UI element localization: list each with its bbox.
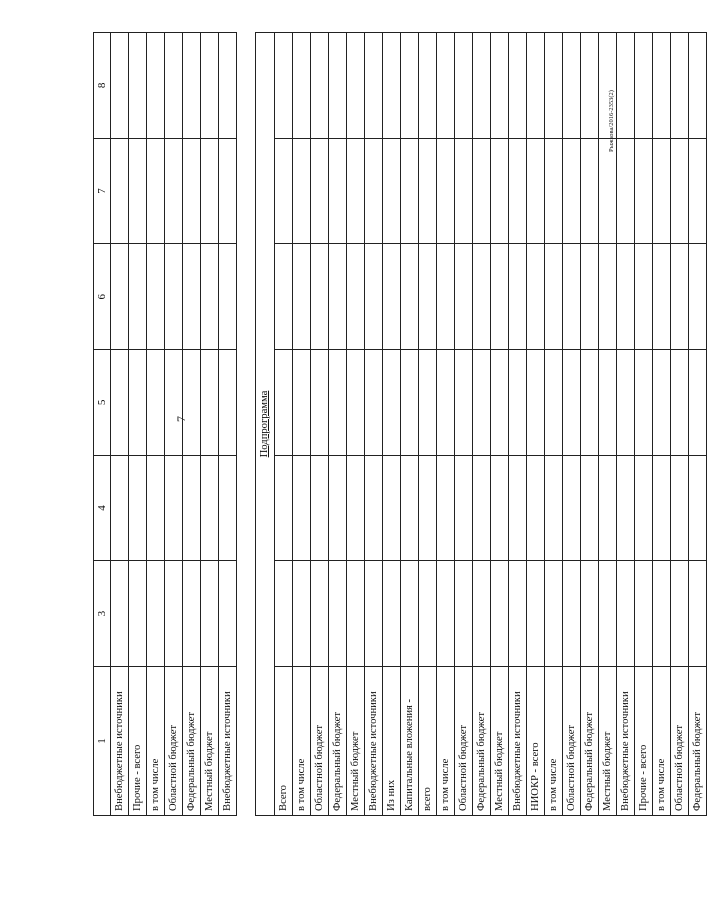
row-label: Областной бюджет [165,667,183,816]
table-cell [671,350,689,456]
table-cell [509,33,527,139]
table-cell [581,138,599,244]
table-cell [165,455,183,561]
table-cell [201,244,219,350]
table-cell [329,33,347,139]
table-cell [329,561,347,667]
table-cell [201,455,219,561]
table-gap-row [237,33,256,816]
table-cell [473,350,491,456]
table-row [689,33,707,816]
table-cell [111,561,129,667]
table-row [581,33,599,816]
table-cell [437,33,455,139]
table-cell [437,138,455,244]
table-cell [653,138,671,244]
column-header: 3 [94,561,111,667]
table-cell [419,244,437,350]
table-cell [347,350,365,456]
table-cell [219,455,237,561]
table-cell [401,350,419,456]
table-cell [581,455,599,561]
table-row [365,33,383,816]
table-cell [311,138,329,244]
column-header: 4 [94,455,111,561]
row-label: Капитальные вложения - [401,667,419,816]
table-cell [653,455,671,561]
table-cell [383,138,401,244]
table-row [201,33,219,816]
row-label: Местный бюджет [599,667,617,816]
table-cell [201,138,219,244]
row-label: Внебюджетные источники [365,667,383,816]
table-cell [491,244,509,350]
table-cell [365,561,383,667]
table-row [219,33,237,816]
table-row [653,33,671,816]
table-cell [671,455,689,561]
table-cell [401,561,419,667]
row-label: Федеральный бюджет [473,667,491,816]
table-cell [111,138,129,244]
table-cell [129,138,147,244]
table-cell [201,561,219,667]
table-cell [419,33,437,139]
table-cell [311,33,329,139]
table-cell [293,244,311,350]
table-cell [491,138,509,244]
table-row [165,33,183,816]
table-row [311,33,329,816]
table-cell [165,561,183,667]
table-cell [329,455,347,561]
table-cell [635,455,653,561]
table-cell [617,455,635,561]
table-row [617,33,635,816]
table-cell [183,244,201,350]
table-cell [599,561,617,667]
table-cell [419,350,437,456]
table-cell [329,244,347,350]
table-cell [383,350,401,456]
table-cell [581,33,599,139]
table-cell [129,244,147,350]
table-cell [383,33,401,139]
table-cell [689,350,707,456]
table-row [383,33,401,816]
table-cell [527,33,545,139]
table-cell [617,33,635,139]
table-cell [219,561,237,667]
table-cell [365,244,383,350]
table-cell [617,244,635,350]
table-cell [365,138,383,244]
table-cell [527,561,545,667]
table-cell [563,33,581,139]
row-label: Областной бюджет [563,667,581,816]
table-cell [509,455,527,561]
table-cell [545,561,563,667]
table-cell [491,33,509,139]
table-cell [653,33,671,139]
table-cell [491,350,509,456]
table-row [347,33,365,816]
table-cell [527,350,545,456]
table-cell [183,33,201,139]
table-cell [147,561,165,667]
table-cell [527,455,545,561]
table-cell [689,455,707,561]
table-cell [183,455,201,561]
table-row [527,33,545,816]
subprogram-title: Подпрограмма [256,33,275,816]
table-cell [383,455,401,561]
table-cell [419,561,437,667]
table-cell [473,244,491,350]
financing-table [93,32,707,816]
table-cell [111,33,129,139]
table-row [129,33,147,816]
row-label: Областной бюджет [311,667,329,816]
row-label: Федеральный бюджет [329,667,347,816]
table-cell [129,561,147,667]
table-cell [275,33,293,139]
table-cell [401,244,419,350]
table-cell [183,561,201,667]
row-label: Федеральный бюджет [183,667,201,816]
row-label: Областной бюджет [455,667,473,816]
table-cell [671,138,689,244]
table-row [455,33,473,816]
table-cell [581,561,599,667]
table-cell [219,138,237,244]
table-cell [383,244,401,350]
table-cell [689,138,707,244]
table-cell [129,350,147,456]
table-cell [455,455,473,561]
table-cell [491,455,509,561]
row-label: Федеральный бюджет [689,667,707,816]
table-cell [383,561,401,667]
table-cell [527,244,545,350]
table-row [473,33,491,816]
table-cell [419,138,437,244]
table-cell [455,350,473,456]
table-cell [545,138,563,244]
table-row [671,33,689,816]
table-cell [563,455,581,561]
row-label: в том числе [293,667,311,816]
table-cell [219,350,237,456]
table-cell [509,244,527,350]
table-cell [509,138,527,244]
table-cell [347,138,365,244]
table-cell [563,138,581,244]
table-cell [147,138,165,244]
table-cell [635,244,653,350]
table-cell [201,350,219,456]
table-cell [275,350,293,456]
table-cell [653,561,671,667]
financing-table-wrapper [93,32,703,816]
table-cell [599,350,617,456]
table-cell [401,455,419,561]
table-cell [509,561,527,667]
table-cell [183,350,201,456]
table-cell [201,33,219,139]
table-cell [275,455,293,561]
table-cell [599,138,617,244]
table-cell [147,244,165,350]
row-label: Федеральный бюджет [581,667,599,816]
table-cell [581,244,599,350]
table-row [563,33,581,816]
table-cell [617,350,635,456]
table-cell [275,244,293,350]
table-header-row [94,33,111,816]
table-row [437,33,455,816]
row-label: Внебюджетные источники [219,667,237,816]
table-cell [129,33,147,139]
table-cell [111,455,129,561]
table-cell [635,138,653,244]
table-cell [293,455,311,561]
table-cell [365,33,383,139]
table-row [111,33,129,816]
table-cell [347,455,365,561]
table-cell [219,244,237,350]
table-cell [329,138,347,244]
table-row [147,33,165,816]
table-cell [545,455,563,561]
table-cell [311,244,329,350]
subprogram-row [256,33,275,816]
row-label: НИОКР - всего [527,667,545,816]
table-cell [437,350,455,456]
table-cell [401,138,419,244]
table-cell [563,350,581,456]
page-number: 7 [174,416,188,422]
table-cell [581,350,599,456]
row-label: Областной бюджет [671,667,689,816]
table-cell [437,244,455,350]
table-cell [293,33,311,139]
table-cell [293,138,311,244]
column-header: 8 [94,33,111,139]
table-cell [293,561,311,667]
row-label: в том числе [653,667,671,816]
table-cell [147,455,165,561]
table-cell [437,561,455,667]
table-cell [527,138,545,244]
table-cell [129,455,147,561]
row-label: в том числе [437,667,455,816]
table-cell [419,455,437,561]
table-row [509,33,527,816]
row-label: Местный бюджет [201,667,219,816]
table-cell [365,455,383,561]
row-label: Внебюджетные источники [509,667,527,816]
table-cell [545,33,563,139]
table-cell [275,561,293,667]
table-cell [165,350,183,456]
table-cell [671,244,689,350]
column-header: 1 [94,667,111,816]
row-label: Внебюджетные источники [617,667,635,816]
table-row [491,33,509,816]
table-cell [653,350,671,456]
table-cell [671,33,689,139]
table-cell [455,561,473,667]
table-cell [293,350,311,456]
table-row [401,33,419,816]
table-cell [635,33,653,139]
row-label: Внебюджетные источники [111,667,129,816]
table-cell [437,455,455,561]
column-header: 7 [94,138,111,244]
table-cell [455,244,473,350]
table-cell [365,350,383,456]
table-cell [635,561,653,667]
table-cell [219,33,237,139]
table-cell [165,33,183,139]
table-cell [473,561,491,667]
table-cell [165,138,183,244]
row-label: Из них [383,667,401,816]
table-cell [599,244,617,350]
table-cell [563,561,581,667]
table-cell [311,455,329,561]
table-row [635,33,653,816]
table-cell [275,138,293,244]
table-cell [491,561,509,667]
table-cell [311,350,329,456]
table-cell [617,138,635,244]
table-cell [147,33,165,139]
table-cell [545,244,563,350]
table-cell [455,138,473,244]
table-cell [563,244,581,350]
table-cell [165,244,183,350]
table-row [329,33,347,816]
table-cell [617,561,635,667]
table-cell [311,561,329,667]
table-row [545,33,563,816]
table-cell [689,33,707,139]
row-label: Местный бюджет [491,667,509,816]
table-row [419,33,437,816]
table-cell [347,244,365,350]
table-cell [473,138,491,244]
table-cell [347,561,365,667]
table-cell [599,455,617,561]
column-header: 6 [94,244,111,350]
row-label: Прочие - всего [129,667,147,816]
row-label: Всего [275,667,293,816]
row-label: Местный бюджет [347,667,365,816]
document-stamp: Рыжкова/2016-2353(2) [608,90,615,152]
gap-cell [237,33,256,816]
table-row [293,33,311,816]
table-cell [455,33,473,139]
table-row [275,33,293,816]
table-cell [147,350,165,456]
table-cell [509,350,527,456]
table-cell [111,244,129,350]
table-cell [599,33,617,139]
table-cell [689,561,707,667]
table-cell [329,350,347,456]
table-cell [473,33,491,139]
table-cell [653,244,671,350]
table-cell [689,244,707,350]
table-cell [347,33,365,139]
table-cell [111,350,129,456]
column-header: 5 [94,350,111,456]
row-label: в том числе [545,667,563,816]
table-cell [401,33,419,139]
table-row [599,33,617,816]
table-row [183,33,201,816]
row-label: всего [419,667,437,816]
row-label: в том числе [147,667,165,816]
table-cell [671,561,689,667]
table-cell [183,138,201,244]
table-cell [545,350,563,456]
table-cell [473,455,491,561]
table-cell [635,350,653,456]
row-label: Прочие - всего [635,667,653,816]
